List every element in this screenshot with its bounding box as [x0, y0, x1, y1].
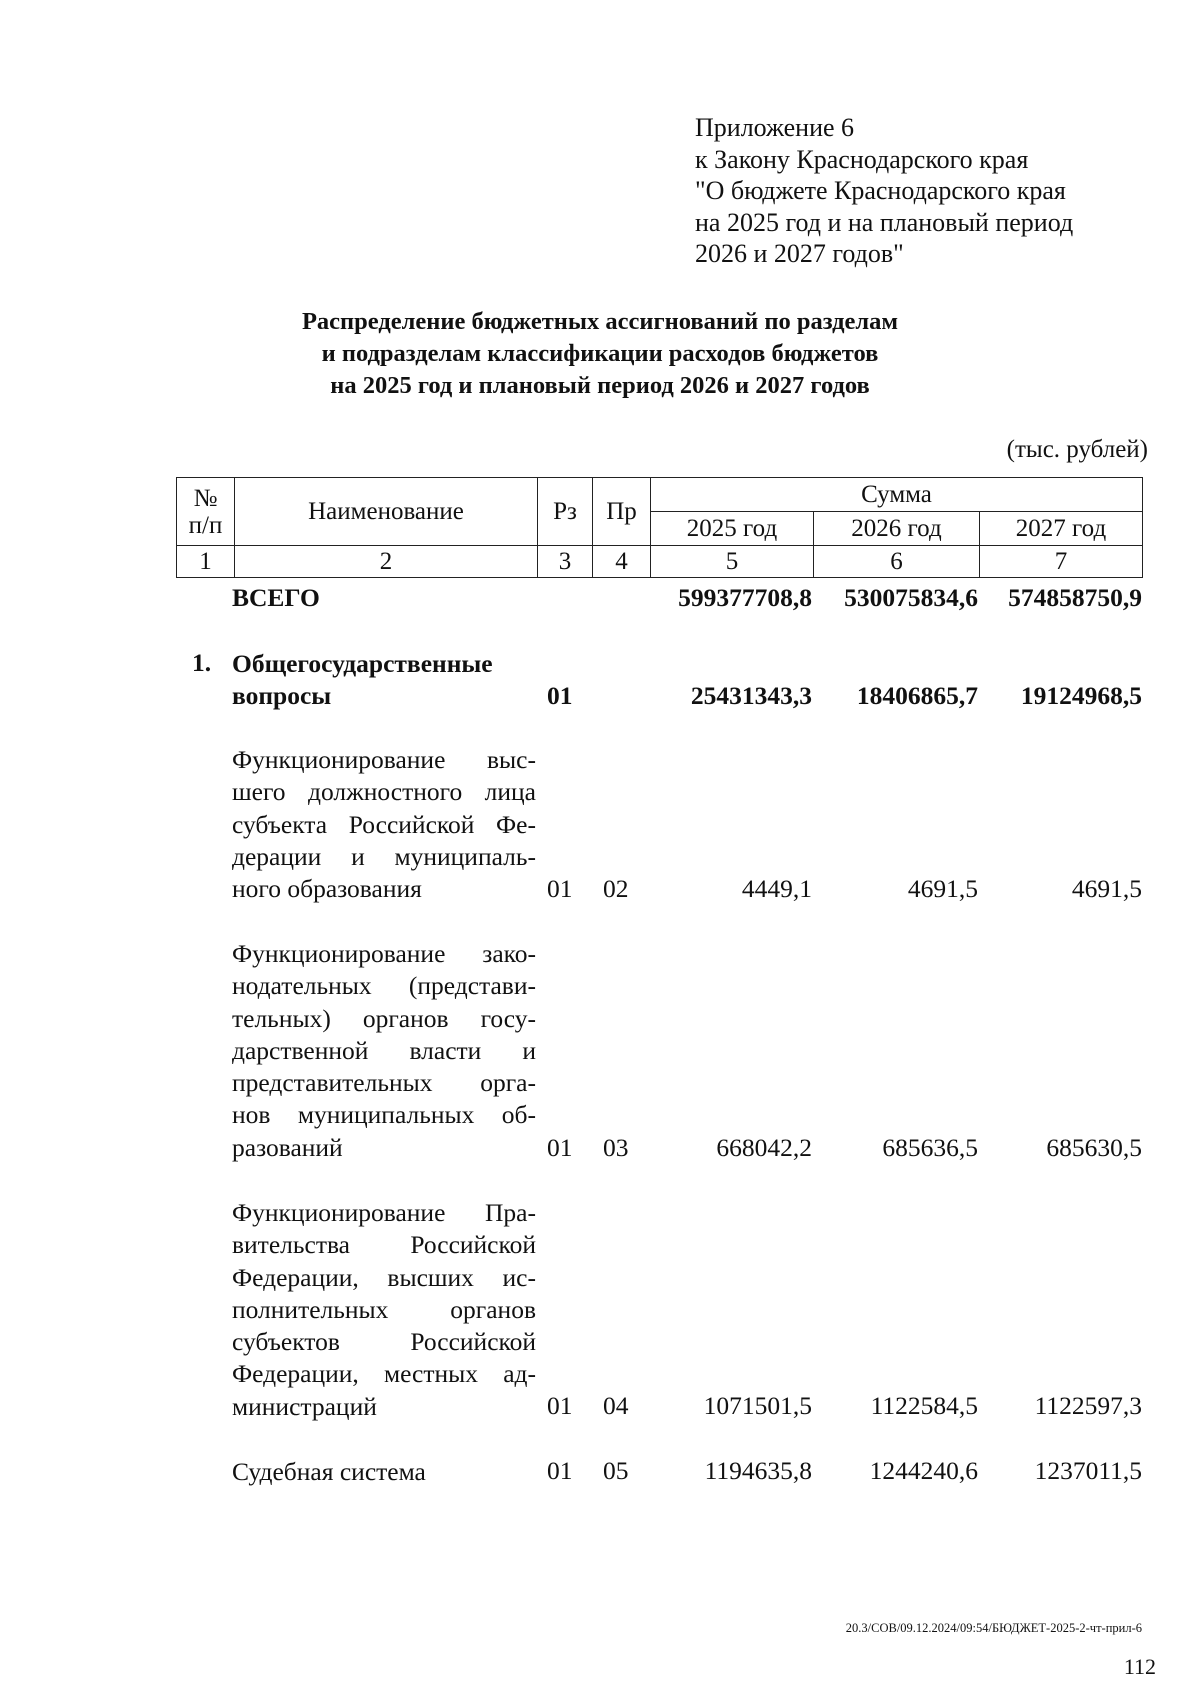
- title-line: на 2025 год и плановый период 2026 и 2027 годов: [330, 372, 870, 399]
- row-2025: 4449,1: [741, 874, 812, 903]
- appendix-line: 2026 и 2027 годов": [695, 239, 904, 268]
- row-2026: 1244240,6: [869, 1456, 978, 1485]
- row-name: Функционирование зако- нодательных (представи- тельных) органов госу- дарственной власти и представительных орга- нов муниципальных об- разований: [232, 939, 536, 1162]
- total-label: ВСЕГО: [232, 583, 320, 612]
- row-rz: 01: [547, 1133, 573, 1162]
- row-rz: 01: [547, 874, 573, 903]
- row-2025: 1194635,8: [704, 1456, 812, 1485]
- row-name: Функционирование выс- шего должностного лица субъекта Российской Фе- дерации и муниципаль- ного образования: [232, 745, 536, 904]
- title-line: и подразделам классификации расходов бюджетов: [321, 340, 879, 367]
- header-year-2026: 2026 год: [814, 512, 980, 546]
- row-pr: 02: [603, 874, 629, 903]
- section-2026: 18406865,7: [856, 681, 978, 710]
- col-number: 7: [980, 546, 1143, 578]
- appendix-reference: [695, 112, 1073, 270]
- title-line: Распределение бюджетных ассигнований по разделам: [301, 308, 899, 335]
- col-number: 6: [814, 546, 980, 578]
- row-name: Судебная система: [232, 1457, 426, 1486]
- col-number: 2: [235, 546, 538, 578]
- document-code: 20.3/СОВ/09.12.2024/09:54/БЮДЖЕТ-2025-2-чт-прил-6: [845, 1621, 1142, 1635]
- units-label: (тыс. рублей): [1006, 436, 1148, 463]
- total-2025: 599377708,8: [678, 583, 812, 612]
- row-2025: 1071501,5: [703, 1391, 812, 1420]
- document-title: [0, 306, 1200, 402]
- row-pr: 04: [603, 1391, 629, 1420]
- row-2026: 1122584,5: [870, 1391, 978, 1420]
- appendix-line: на 2025 год и на плановый период: [695, 207, 1074, 237]
- row-pr: 03: [603, 1133, 629, 1162]
- row-name: Функционирование Пра- вительства Российской Федерации, высших ис- полнительных органов субъектов Российской Федерации, местных ад- министраций: [232, 1198, 536, 1421]
- appendix-line: Приложение 6: [695, 113, 855, 142]
- header-pr: Пр: [593, 478, 651, 546]
- row-2027: 1122597,3: [1034, 1391, 1142, 1420]
- row-rz: 01: [547, 1391, 573, 1420]
- col-number: 1: [177, 546, 235, 578]
- section-2025: 25431343,3: [690, 681, 812, 710]
- col-number: 5: [651, 546, 814, 578]
- col-number: 4: [593, 546, 651, 578]
- total-2026: 530075834,6: [844, 583, 978, 612]
- row-2026: 4691,5: [907, 874, 978, 903]
- row-2027: 4691,5: [1071, 874, 1142, 903]
- col-number: 3: [538, 546, 593, 578]
- appendix-line: "О бюджете Краснодарского края: [695, 176, 1066, 205]
- appendix-line: к Закону Краснодарского края: [695, 144, 1029, 174]
- total-2027: 574858750,9: [1008, 583, 1142, 612]
- header-name: Наименование: [235, 478, 538, 546]
- section-2027: 19124968,5: [1020, 681, 1142, 710]
- section-number: 1.: [192, 648, 212, 677]
- section-name: Общегосударственные вопросы: [232, 649, 493, 711]
- row-rz: 01: [547, 1456, 573, 1485]
- header-rz: Рз: [538, 478, 593, 546]
- header-sum: Сумма: [651, 478, 1143, 512]
- table-header: [176, 477, 1143, 578]
- header-year-2025: 2025 год: [651, 512, 814, 546]
- row-2026: 685636,5: [882, 1133, 978, 1162]
- page-number: 112: [1123, 1654, 1156, 1679]
- row-2027: 1237011,5: [1034, 1456, 1142, 1485]
- row-2025: 668042,2: [716, 1133, 812, 1162]
- section-rz: 01: [547, 681, 573, 710]
- row-2027: 685630,5: [1046, 1133, 1142, 1162]
- header-year-2027: 2027 год: [980, 512, 1143, 546]
- row-pr: 05: [603, 1456, 629, 1485]
- header-no: № п/п: [177, 478, 235, 546]
